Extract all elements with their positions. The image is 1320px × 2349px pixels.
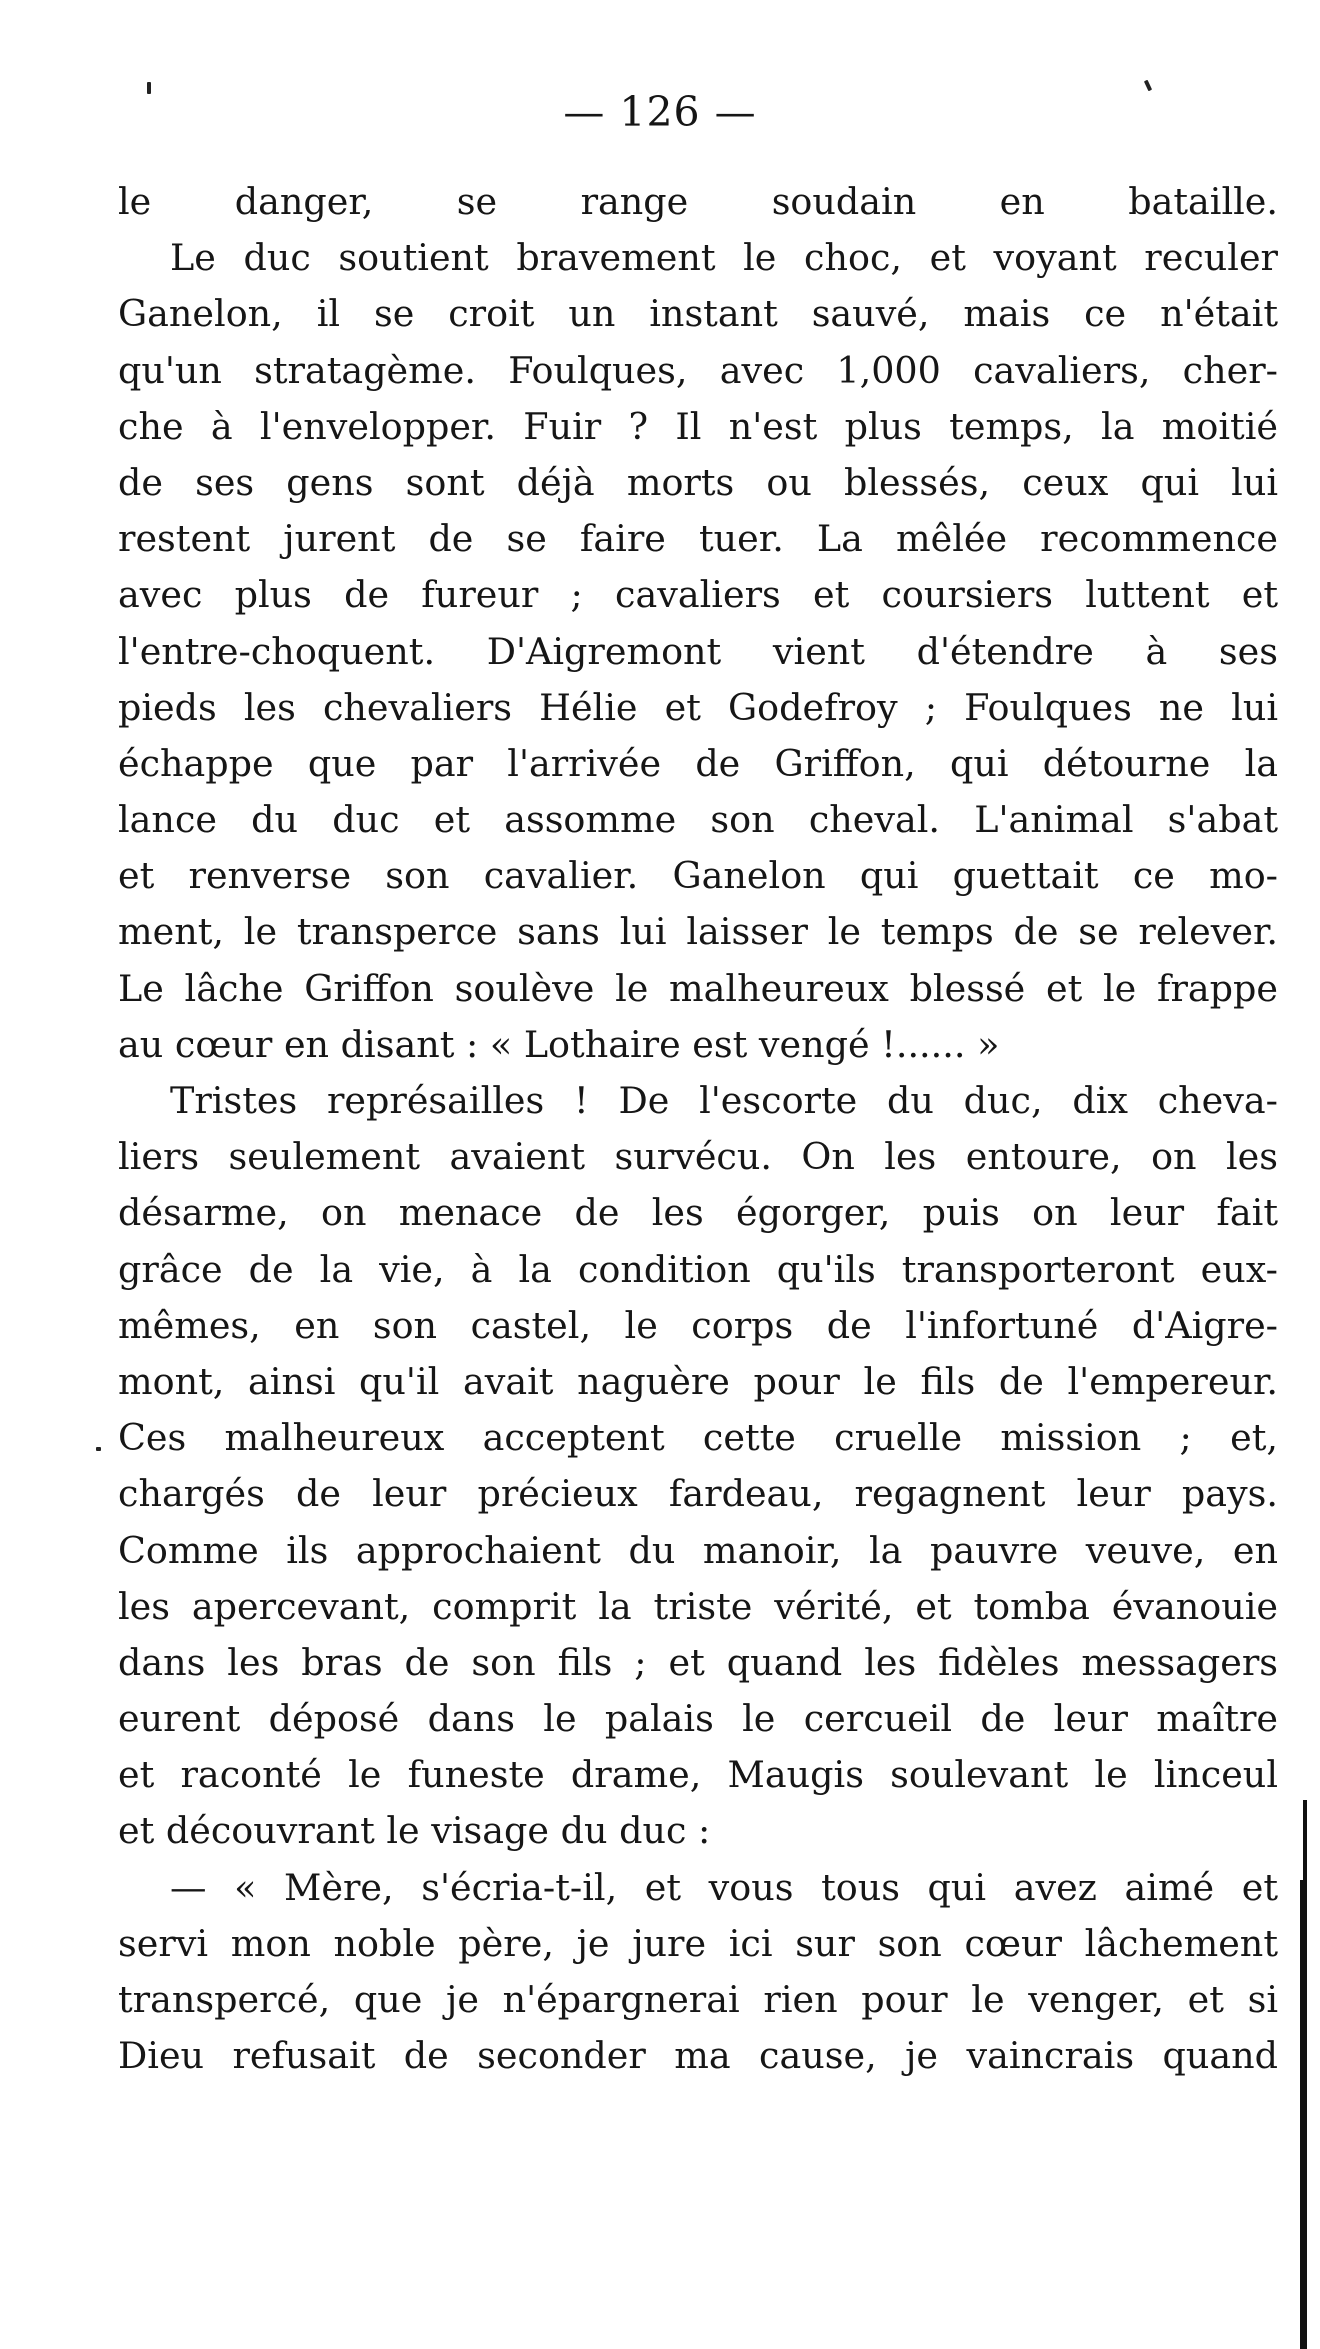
text-line: et renverse son cavalier. Ganelon qui guettait ce mo- <box>118 854 1278 898</box>
text-line: le danger, se range soudain en bataille. <box>118 180 1278 223</box>
text-line: échappe que par l'arrivée de Griffon, qui détourne la <box>118 741 1278 785</box>
scan-edge-shadow <box>1300 1880 1307 2349</box>
text-line: restent jurent de se faire tuer. La mêlée recommence <box>118 517 1278 561</box>
text-line: et découvrant le visage du duc : <box>118 1809 711 1853</box>
scan-speck-margin <box>96 1447 101 1451</box>
text-line: grâce de la vie, à la condition qu'ils transporteront eux- <box>118 1247 1278 1291</box>
text-line: servi mon noble père, je jure ici sur son cœur lâchement <box>118 1921 1278 1965</box>
text-line: mêmes, en son castel, le corps de l'infortuné d'Aigre- <box>118 1303 1278 1347</box>
text-line: eurent déposé dans le palais le cercueil de leur maître <box>118 1697 1278 1741</box>
text-line: — « Mère, s'écria-t-il, et vous tous qui avez aimé et <box>170 1865 1278 1909</box>
text-line: dans les bras de son fils ; et quand les fidèles messagers <box>118 1640 1278 1684</box>
text-line: ment, le transperce sans lui laisser le temps de se relever. <box>118 910 1278 954</box>
text-line: Dieu refusait de seconder ma cause, je vaincrais quand <box>118 2034 1278 2078</box>
text-line: transpercé, que je n'épargnerai rien pour le venger, et si <box>118 1978 1278 2021</box>
text-line: désarme, on menace de les égorger, puis on leur fait <box>118 1191 1278 1235</box>
text-line: chargés de leur précieux fardeau, regagnent leur pays. <box>118 1472 1278 1516</box>
text-line: lance du duc et assomme son cheval. L'animal s'abat <box>118 798 1278 842</box>
text-line: mont, ainsi qu'il avait naguère pour le fils de l'empereur. <box>118 1359 1278 1403</box>
body-text <box>118 174 1278 2084</box>
text-line: Le duc soutient bravement le choc, et voyant reculer <box>170 236 1278 280</box>
text-line: Ces malheureux acceptent cette cruelle mission ; et, <box>118 1416 1278 1460</box>
text-line: les apercevant, comprit la triste vérité, et tomba évanouie <box>118 1584 1278 1628</box>
page-number: — 126 — <box>563 88 757 136</box>
text-line: et raconté le funeste drame, Maugis soulevant le linceul <box>118 1753 1278 1797</box>
text-line: Ganelon, il se croit un instant sauvé, mais ce n'était <box>118 292 1278 336</box>
text-line: l'entre-choquent. D'Aigremont vient d'étendre à ses <box>118 629 1278 673</box>
text-line: pieds les chevaliers Hélie et Godefroy ; Foulques ne lui <box>118 685 1278 729</box>
text-line: che à l'envelopper. Fuir ? Il n'est plus temps, la moitié <box>118 404 1278 448</box>
scan-edge-shadow <box>1303 1800 1307 1890</box>
text-line: de ses gens sont déjà morts ou blessés, ceux qui lui <box>118 460 1278 504</box>
text-line: avec plus de fureur ; cavaliers et coursiers luttent et <box>118 573 1278 617</box>
text-line: liers seulement avaient survécu. On les entoure, on les <box>118 1135 1278 1179</box>
text-line: qu'un stratagème. Foulques, avec 1,000 cavaliers, cher- <box>118 348 1278 392</box>
text-line: Comme ils approchaient du manoir, la pauvre veuve, en <box>118 1528 1278 1572</box>
text-line: Tristes représailles ! De l'escorte du duc, dix cheva- <box>170 1079 1278 1122</box>
text-line: Le lâche Griffon soulève le malheureux blessé et le frappe <box>118 966 1278 1010</box>
text-line: au cœur en disant : « Lothaire est vengé !...... » <box>118 1022 1000 1066</box>
